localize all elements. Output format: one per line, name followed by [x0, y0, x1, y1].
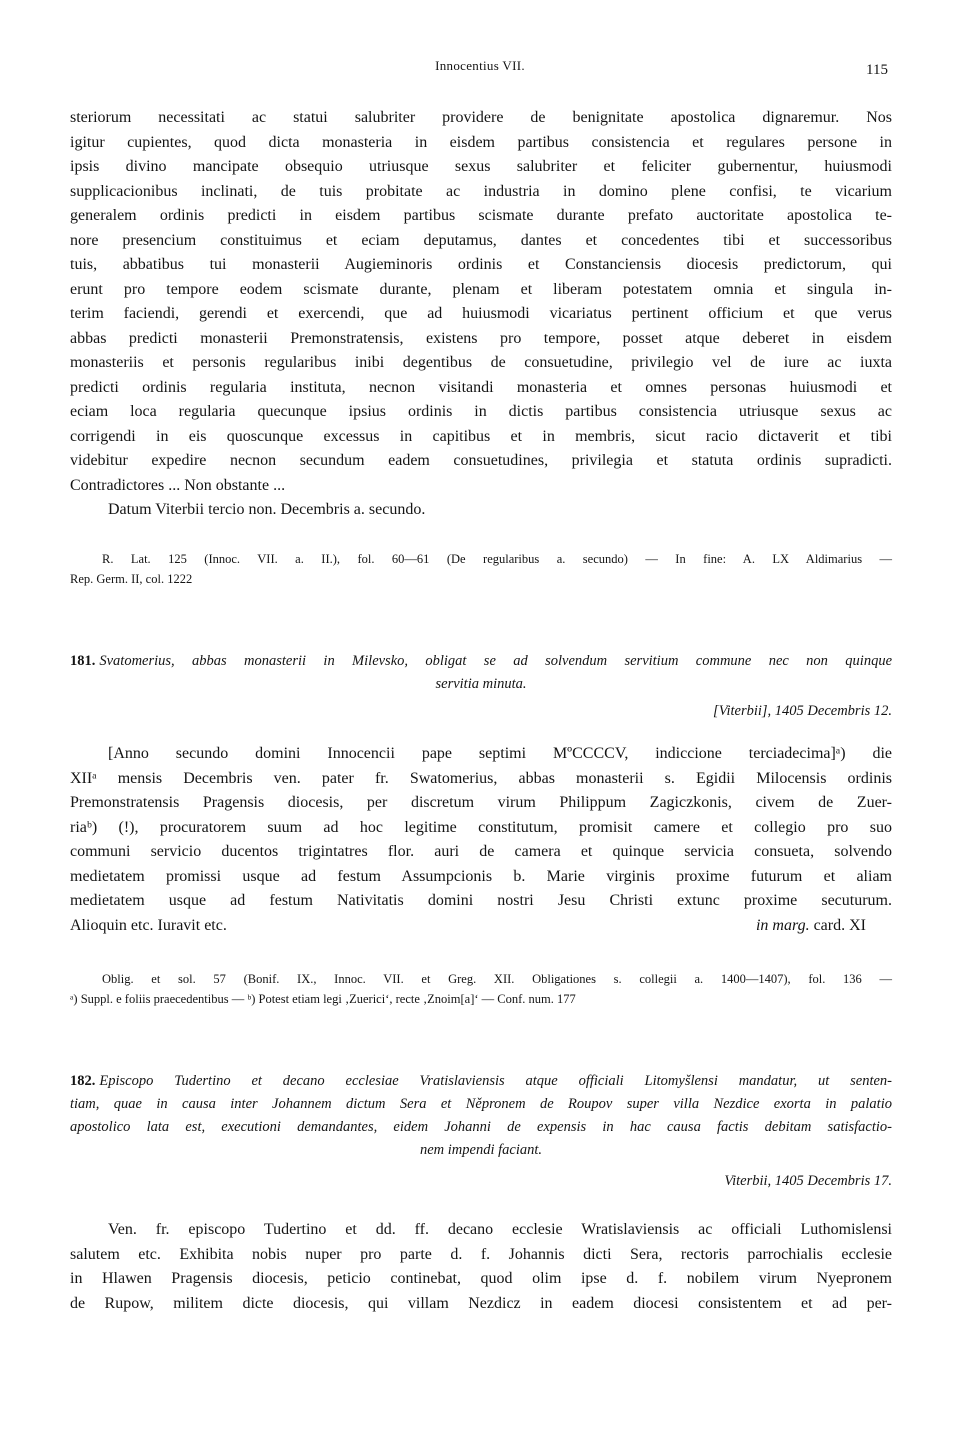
- text-line: Ven. fr. episcopo Tudertino et dd. ff. decano ecclesie Wratislaviensis ac officiali Luthomislensi: [108, 1221, 892, 1238]
- doc-181-note: [70, 970, 892, 989]
- margin-note-italic: in marg.: [755, 916, 810, 934]
- text-line: XIIᵃ mensis Decembris ven. pater fr. Swatomerius, abbas monasterii s. Egidii Milocensis ordinis: [70, 769, 892, 787]
- heading-text: Episcopo Tudertino et decano ecclesiae Vratislaviensis atque officiali Litomyšlensi mandatur, ut senten-: [99, 1073, 892, 1089]
- text-line: Contradictores ... Non obstante ...: [70, 476, 286, 494]
- text-line: nore presencium constituimus et eciam deputamus, dantes et concedentes tibi et successoribus: [70, 231, 892, 249]
- heading-line: tiam, quae in causa inter Johannem dictum Sera et Něpronem de Roupov super villa Nezdice exorta in palatio: [70, 1096, 892, 1112]
- heading-text: Svatomerius, abbas monasterii in Milevsko, obligat se ad solvendum servitium commune nec non quinque: [99, 653, 892, 669]
- heading-line: [70, 1070, 892, 1093]
- note-line: R. Lat. 125 (Innoc. VII. a. II.), fol. 60—61 (De regularibus a. secundo) — In fine: A. LX Aldimarius —: [102, 552, 892, 566]
- heading-line: servitia minuta.: [435, 676, 527, 692]
- text-line: corrigendi in eis quoscunque excessus in capitibus et in membris, sicut racio dictaverit et tibi: [70, 427, 892, 445]
- doc-181-heading: [70, 650, 892, 696]
- doc-182-heading: [70, 1070, 892, 1193]
- heading-line: nem impendi faciant.: [419, 1142, 543, 1158]
- text-line: terim faciendi, gerendi et exercendi, que ad huiusmodi vicariatus pertinent officium et que verus: [70, 305, 892, 322]
- place-date: [Viterbii], 1405 Decembris 12.: [713, 703, 892, 719]
- doc-181-place-date: [70, 700, 892, 723]
- doc-number: 181.: [70, 653, 96, 669]
- text-line: predicti ordinis regularia instituta, necnon visitandi monasteria et omnes personas huiusmodi et: [70, 378, 892, 396]
- note-line: ᵃ) Suppl. e foliis praecedentibus — ᵇ) Potest etiam legi ‚Zuerici‘, recte ‚Znoim[a]‘ — Conf. num. 177: [70, 992, 576, 1006]
- margin-note: [756, 914, 866, 939]
- text-line: Premonstratensis Pragensis diocesis, per discretum virum Philippum Zagiczkonis, civem de Zuer-: [70, 794, 892, 811]
- text-line: communi servicio ducentos trigintatres flor. auri de camera et quinque servicia consueta, solvendo: [70, 843, 892, 860]
- heading-line: apostolico lata est, executioni demandantes, eidem Johanni de expensis in hac causa factis debitam satisfactio-: [70, 1119, 892, 1135]
- text-line: abbas predicti monasterii Premonstratensis, existens pro tempore, posset atque deberet in eisdem: [70, 329, 892, 347]
- text-line: de Rupow, militem dicte diocesis, qui villam Nezdicz in eadem diocesi consistentem et ad per-: [70, 1294, 892, 1312]
- text-line: monasteriis et personis regularibus inibi degentibus de consuetudine, privilegio vel de iure ac iuxta: [70, 354, 892, 371]
- text-line: supplicacionibus inclinati, de tuis probitate ac industria in domino plene confisi, te vicarium: [70, 182, 892, 200]
- note-line: Oblig. et sol. 57 (Bonif. IX., Innoc. VII. et Greg. XII. Obligationes s. collegii a. 1400—1407), fol. 136 —: [102, 972, 892, 986]
- text-line: igitur cupientes, quod dicta monasteria in eisdem partibus consistencia et regulares persone in: [70, 133, 892, 151]
- doc-182-text: [70, 1218, 892, 1316]
- archival-note-continued: [70, 570, 892, 589]
- doc-number: 182.: [70, 1073, 96, 1089]
- text-line: generalem ordinis predicti in eisdem partibus scismate durante prefato auctoritate apostolica te-: [70, 207, 892, 224]
- archival-note: [70, 550, 892, 569]
- text-line: in Hlawen Pragensis diocesis, peticio continebat, quod olim ipse d. f. nobilem virum Nyepronem: [70, 1270, 892, 1287]
- margin-note-text: card. XI: [813, 916, 866, 934]
- continuation-text: [70, 106, 892, 523]
- text-line: steriorum necessitati ac statui salubriter providere de benignitate apostolica dignaremur. Nos: [70, 109, 892, 126]
- running-title: Innocentius VII.: [435, 58, 525, 73]
- datum-line: Datum Viterbii tercio non. Decembris a. secundo.: [108, 501, 426, 518]
- text-line: videbitur expedire necnon secundum eadem consuetudines, privilegia et statuta ordinis supradicti.: [70, 452, 892, 469]
- text-line: medietatem promissi usque ad festum Assumpcionis b. Marie virginis proxime futurum et aliam: [70, 867, 892, 885]
- heading-line: [70, 650, 892, 673]
- page-number: 115: [866, 62, 888, 78]
- text-line: ipsis divino mancipate obsequio utriusque sexus salubriter et feliciter gubernentur, huiusmodi: [70, 158, 892, 175]
- text-line: eciam loca regularia quecunque ipsius ordinis in dictis partibus consistencia utriusque sexus ac: [70, 403, 892, 420]
- text-line: tuis, abbatibus tui monasterii Augieminoris ordinis et Constanciensis diocesis predictorum, qui: [70, 256, 892, 273]
- text-line: erunt pro tempore eodem scismate durante, plenam et liberam potestatem omnia et singula in-: [70, 280, 892, 298]
- text-line-final: [70, 914, 892, 939]
- text-line: riaᵇ) (!), procuratorem suum ad hoc legitime constitutum, promisit camere et collegio pro suo: [70, 818, 892, 836]
- text-line: medietatem usque ad festum Nativitatis domini nostri Jesu Christi extunc proxime secuturum.: [70, 892, 892, 909]
- closing-formula: Alioquin etc. Iuravit etc.: [70, 916, 227, 934]
- doc-181-footnotes: [70, 990, 790, 1009]
- place-date: Viterbii, 1405 Decembris 17.: [724, 1173, 892, 1189]
- text-line: [Anno secundo domini Innocencii pape septimi MºCCCCV, indiccione terciadecima]ᵃ) die: [108, 745, 892, 762]
- note-line: Rep. Germ. II, col. 1222: [70, 572, 193, 586]
- text-line: salutem etc. Exhibita nobis nuper pro parte d. f. Johannis dicti Sera, rectoris parrochialis ecclesie: [70, 1245, 892, 1263]
- doc-181-text: [70, 742, 892, 938]
